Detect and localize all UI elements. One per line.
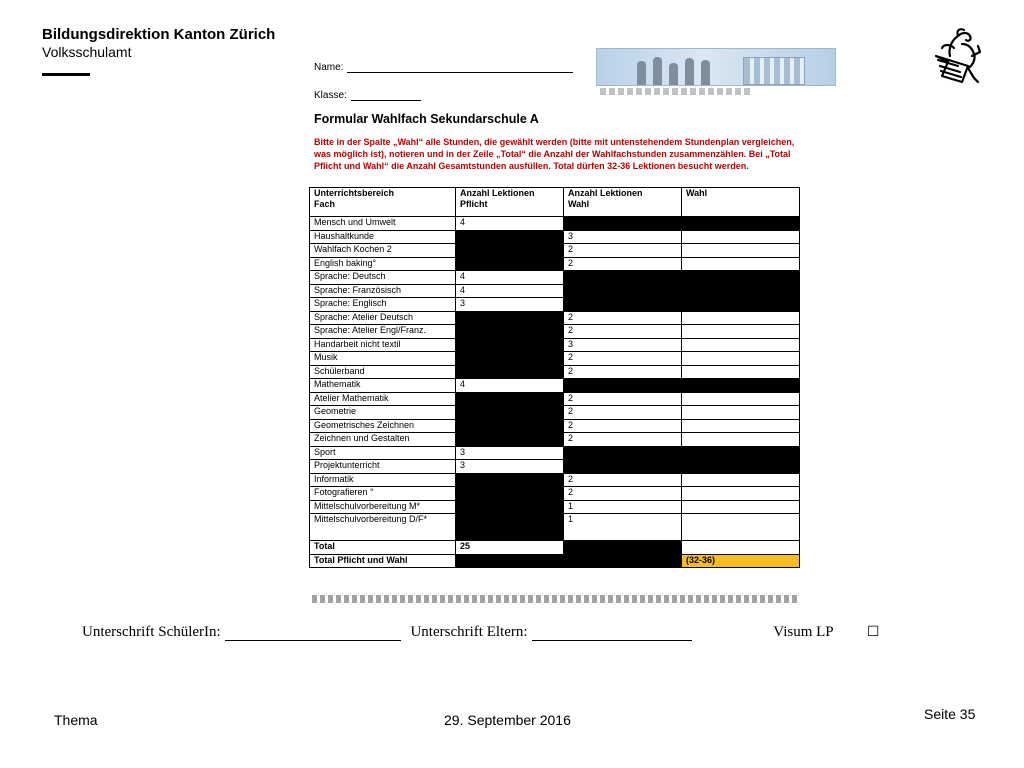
wahl-input-cell[interactable] <box>682 325 800 339</box>
header-cell: Wahl <box>682 188 800 217</box>
wahl-input-cell <box>682 379 800 393</box>
fach-cell: Total Pflicht und Wahl <box>310 554 456 568</box>
fach-cell: Atelier Mathematik <box>310 392 456 406</box>
table-row <box>310 271 800 285</box>
wahl-lektionen-cell: 3 <box>564 230 682 244</box>
wahl-input-cell <box>682 298 800 312</box>
wahl-lektionen-cell <box>564 446 682 460</box>
wahl-lektionen-cell: 2 <box>564 352 682 366</box>
pflicht-cell <box>456 514 564 541</box>
table-row <box>310 311 800 325</box>
fach-cell: Mensch und Umwelt <box>310 217 456 231</box>
wahl-lektionen-cell <box>564 554 682 568</box>
signature-line <box>82 624 879 641</box>
form-title: Formular Wahlfach Sekundarschule A <box>314 112 539 126</box>
pflicht-cell <box>456 406 564 420</box>
fach-cell: Sprache: Französisch <box>310 284 456 298</box>
wahl-lektionen-cell: 1 <box>564 500 682 514</box>
organization-header <box>42 26 275 76</box>
pflicht-cell: 4 <box>456 217 564 231</box>
name-blank[interactable] <box>347 72 573 73</box>
table-row <box>310 230 800 244</box>
footer-topic: Thema <box>54 712 98 728</box>
fach-cell: Mathematik <box>310 379 456 393</box>
banner-building <box>743 57 805 85</box>
pflicht-cell: 4 <box>456 379 564 393</box>
wahl-lektionen-cell: 1 <box>564 514 682 541</box>
wahl-lektionen-cell: 2 <box>564 311 682 325</box>
wahl-input-cell <box>682 217 800 231</box>
wahl-lektionen-cell <box>564 541 682 555</box>
parents-signature-blank[interactable] <box>532 640 692 641</box>
table-row <box>310 433 800 447</box>
wahl-lektionen-cell <box>564 298 682 312</box>
class-field[interactable] <box>314 90 421 101</box>
wahl-input-cell <box>682 446 800 460</box>
fach-cell: Sprache: Atelier Engl/Franz. <box>310 325 456 339</box>
fach-cell: Total <box>310 541 456 555</box>
wahl-lektionen-cell <box>564 217 682 231</box>
wahl-input-cell[interactable] <box>682 406 800 420</box>
pflicht-cell <box>456 230 564 244</box>
wahl-lektionen-cell: 2 <box>564 392 682 406</box>
banner-caption-line <box>600 88 750 95</box>
fach-cell: Handarbeit nicht textil <box>310 338 456 352</box>
wahl-lektionen-cell: 2 <box>564 244 682 258</box>
fach-cell: Zeichnen und Gestalten <box>310 433 456 447</box>
wahl-lektionen-cell <box>564 379 682 393</box>
wahl-input-cell[interactable] <box>682 244 800 258</box>
fach-cell: English baking° <box>310 257 456 271</box>
wahl-lektionen-cell: 2 <box>564 406 682 420</box>
table-row <box>310 487 800 501</box>
pflicht-cell <box>456 554 564 568</box>
wahl-lektionen-cell: 2 <box>564 325 682 339</box>
table-row <box>310 460 800 474</box>
parents-signature-label: Unterschrift Eltern: <box>410 624 528 640</box>
table-row <box>310 298 800 312</box>
department-name: Volksschulamt <box>42 44 132 60</box>
pflicht-cell <box>456 500 564 514</box>
wahl-input-cell <box>682 284 800 298</box>
wahl-lektionen-cell: 2 <box>564 487 682 501</box>
header-cell: Anzahl Lektionen Pflicht <box>456 188 564 217</box>
fach-cell: Geometrisches Zeichnen <box>310 419 456 433</box>
wahl-input-cell[interactable] <box>682 473 800 487</box>
banner-figure <box>637 61 646 85</box>
class-blank[interactable] <box>351 100 421 101</box>
table-row <box>310 419 800 433</box>
table-row <box>310 244 800 258</box>
wahl-lektionen-cell: 2 <box>564 257 682 271</box>
pflicht-cell <box>456 244 564 258</box>
wahl-lektionen-cell: 2 <box>564 433 682 447</box>
wahl-input-cell[interactable] <box>682 419 800 433</box>
fach-cell: Sport <box>310 446 456 460</box>
name-field[interactable] <box>314 62 573 73</box>
header-cell: Anzahl Lektionen Wahl <box>564 188 682 217</box>
fach-cell: Musik <box>310 352 456 366</box>
wahl-input-cell[interactable] <box>682 541 800 555</box>
fach-cell: Geometrie <box>310 406 456 420</box>
pflicht-cell <box>456 325 564 339</box>
pflicht-cell <box>456 352 564 366</box>
pflicht-cell: 3 <box>456 446 564 460</box>
header-rule <box>42 73 90 76</box>
footnote-line <box>312 595 798 603</box>
wahl-input-cell[interactable] <box>682 500 800 514</box>
visum-label: Visum LP <box>773 624 834 640</box>
wahlfach-table <box>309 187 800 568</box>
wahl-input-cell[interactable] <box>682 365 800 379</box>
name-label: Name: <box>314 62 344 73</box>
wahl-input-cell[interactable] <box>682 487 800 501</box>
visum-checkbox[interactable]: ☐ <box>866 624 880 640</box>
fach-cell: Haushaltkunde <box>310 230 456 244</box>
banner-figure <box>685 58 694 85</box>
banner-figure <box>701 60 710 85</box>
table-row <box>310 406 800 420</box>
fach-cell: Mittelschulvorbereitung D/F* <box>310 514 456 541</box>
wahl-lektionen-cell: 2 <box>564 365 682 379</box>
table-row <box>310 392 800 406</box>
table-row <box>310 338 800 352</box>
canton-zurich-lion-logo <box>928 26 984 88</box>
wahl-input-cell[interactable] <box>682 514 800 541</box>
wahl-input-cell[interactable] <box>682 338 800 352</box>
pflicht-cell <box>456 311 564 325</box>
footer-date: 29. September 2016 <box>444 712 571 728</box>
table-row <box>310 365 800 379</box>
table-row <box>310 514 800 541</box>
pflicht-cell <box>456 392 564 406</box>
fach-cell: Sprache: Englisch <box>310 298 456 312</box>
table-row <box>310 325 800 339</box>
table-row <box>310 473 800 487</box>
table-row <box>310 217 800 231</box>
student-signature-label: Unterschrift SchülerIn: <box>82 624 221 640</box>
pflicht-cell <box>456 419 564 433</box>
banner-figure <box>653 57 662 85</box>
table-row <box>310 554 800 568</box>
table-row <box>310 500 800 514</box>
fach-cell: Fotografieren ° <box>310 487 456 501</box>
pflicht-cell <box>456 487 564 501</box>
wahl-input-cell[interactable] <box>682 392 800 406</box>
pflicht-cell <box>456 365 564 379</box>
table-row <box>310 541 800 555</box>
table-row <box>310 257 800 271</box>
student-signature-blank[interactable] <box>225 640 401 641</box>
pflicht-cell: 4 <box>456 271 564 285</box>
header-cell: Unterrichtsbereich Fach <box>310 188 456 217</box>
wahl-lektionen-cell: 3 <box>564 338 682 352</box>
table-row <box>310 352 800 366</box>
class-label: Klasse: <box>314 90 347 101</box>
wahl-input-cell[interactable] <box>682 257 800 271</box>
wahl-input-cell[interactable] <box>682 352 800 366</box>
wahl-input-cell[interactable] <box>682 230 800 244</box>
table-header-row <box>310 188 800 217</box>
pflicht-cell <box>456 433 564 447</box>
fach-cell: Sprache: Atelier Deutsch <box>310 311 456 325</box>
fach-cell: Informatik <box>310 473 456 487</box>
pflicht-cell <box>456 473 564 487</box>
pflicht-cell <box>456 338 564 352</box>
fach-cell: Projektunterricht <box>310 460 456 474</box>
banner-figure <box>669 63 678 85</box>
fach-cell: Sprache: Deutsch <box>310 271 456 285</box>
wahl-input-cell <box>682 460 800 474</box>
table-row <box>310 446 800 460</box>
pflicht-cell: 25 <box>456 541 564 555</box>
pflicht-cell <box>456 257 564 271</box>
wahl-input-cell[interactable]: (32-36) <box>682 554 800 568</box>
fach-cell: Schülerband <box>310 365 456 379</box>
fach-cell: Wahlfach Kochen 2 <box>310 244 456 258</box>
wahl-lektionen-cell: 2 <box>564 419 682 433</box>
table-row <box>310 379 800 393</box>
wahl-lektionen-cell: 2 <box>564 473 682 487</box>
organization-name: Bildungsdirektion Kanton Zürich <box>42 26 276 43</box>
pflicht-cell: 3 <box>456 460 564 474</box>
wahl-input-cell[interactable] <box>682 311 800 325</box>
table-row <box>310 284 800 298</box>
pflicht-cell: 3 <box>456 298 564 312</box>
wahl-input-cell <box>682 271 800 285</box>
wahl-lektionen-cell <box>564 284 682 298</box>
pflicht-cell: 4 <box>456 284 564 298</box>
fach-cell: Mittelschulvorbereitung M* <box>310 500 456 514</box>
wahl-lektionen-cell <box>564 271 682 285</box>
form-instructions: Bitte in der Spalte „Wahl“ alle Stunden, die gewählt werden (bitte mit untenstehendem Stundenplan vergleichen, was möglich ist), notieren und in der Zeile „Total“ die Anzahl der Wahlfachstunden zusammenzählen. Bei „Total Pflicht und Wahl“ die Anzahl Gesamtstunden ausfüllen. Total dürfen 32-36 Lektionen besucht werden. <box>314 137 795 171</box>
school-banner-image <box>596 48 836 86</box>
wahl-input-cell[interactable] <box>682 433 800 447</box>
wahl-lektionen-cell <box>564 460 682 474</box>
footer-page-number: Seite 35 <box>924 706 976 722</box>
